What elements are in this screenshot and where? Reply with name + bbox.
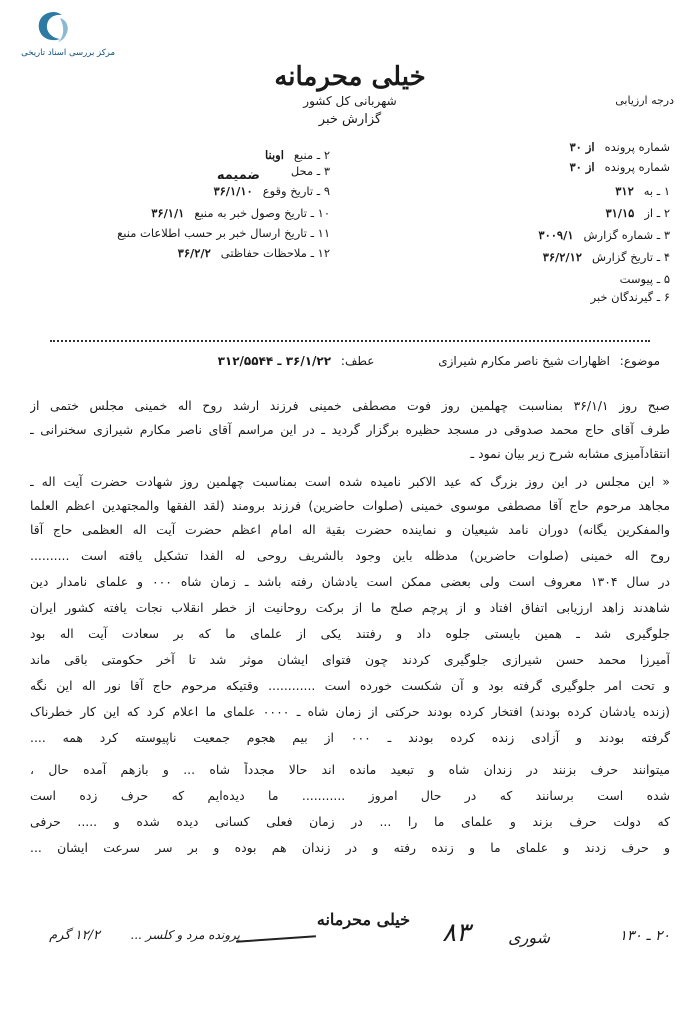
subject-line: [50, 354, 660, 378]
body-line: شاهدند زاهد ارزیابی اتفاق افتاد و از پرچم صلح ما از برکت روحانیت از خطر انقلاب نجات یافته کشور ایران: [30, 600, 670, 615]
handwritten-ref: ۲۰ ـ ۱۳۰: [619, 928, 670, 944]
field-file-no-1: شماره پروندهاز ۳۰: [569, 140, 670, 154]
reference-label: عطف:: [340, 354, 375, 368]
body-line: آمیرزا محمد حسن شیرازی جلوگیری کردند چون فتوای ایشان موثر شد تا آخر حکومتی باقی ماند: [30, 652, 670, 667]
body-line: که دولت حرف بزند و علمای ما را ... در زمان فعلی کسانی دیده شده و ..... حرفی: [30, 814, 670, 829]
body-line: (زنده یادشان کرده بودند) افتخار کرده بودند حرکتی از زمان شاه ـ ۰۰۰۰ علمای ما اعلام کرد که این کار خطرناک: [30, 704, 670, 719]
report-type: گزارش خبر: [318, 112, 382, 127]
body-line: مجاهد مرحوم حاج آقا مصطفی موسوی خمینی (صلوات حاضرین) فرزند برومند (لقد الفقها والمجتهدین اعظم العلما: [30, 498, 670, 513]
body-line: والمفکرین یگانه) دوران نامد شیعیان و نماینده حضرت بقیة اله امام اعظم حضرت آیت اله العظمی حاج آقا: [30, 522, 670, 537]
archive-logo-icon: [34, 10, 74, 44]
field-from: ۲ ـ از۳۱/۱۵: [605, 206, 670, 220]
body-line: و تحت امر جلوگیری گرفته بود و آن شکست خورده است ............ وقتیکه مرحوم حاج آقا نور اله این نگه: [30, 678, 670, 693]
classification-title: خیلی محرمانه: [274, 62, 426, 92]
field-source: ۲ ـ منبعاوبنا: [264, 148, 330, 162]
issuer-label: شهربانی کل کشور: [303, 94, 397, 108]
body-line: « این مجلس در این روز بزرگ که عید الاکبر نامیده شده است بمناسبت چهلمین روز شهادت حضرت آیت اله ـ: [30, 474, 670, 489]
section-divider: [50, 340, 650, 344]
body-line: شده است برسانند که در حال امروز ........... ما دیده‌ایم که حرف زده است: [30, 788, 670, 803]
body-line: صبح روز ۳۶/۱/۱ بمناسبت چهلمین روز فوت مصطفی خمینی فرزند ارشد روح اله خمینی مجلس ختمی از: [30, 398, 670, 413]
subject-label: موضوع:: [619, 354, 660, 368]
field-report-date: ۴ ـ تاریخ گزارش۳۶/۲/۱۲: [542, 250, 670, 264]
classification-stamp: خیلی محرمانه: [316, 910, 410, 929]
body-line: میتوانند حرف بزنند در زندان شاه و تبعید مانده اند حالا مجدداً شاه ... و بازهم آمده حال ،: [30, 762, 670, 777]
handwritten-note: پرونده مرد و کلسر ...: [130, 928, 240, 942]
body-line: و حرف زدند و علمای ما و زنده رفته و در زندان هم بوده و بر سر سرعت ایشان ...: [30, 840, 670, 855]
field-event-date: ۹ ـ تاریخ وقوع۳۶/۱/۱۰: [213, 184, 330, 198]
body-line: گرفته بودند و آزادی زنده کرده بودند ـ ۰۰۰ از بیم هجوم جمعیت ناپیوسته کرد همه ....: [30, 730, 670, 745]
archive-logo-text: مرکز بررسی اسناد تاریخی: [21, 48, 115, 58]
field-attachment: ۵ ـ پیوست: [619, 272, 670, 286]
handwritten-date: ۱۲/۲ گرم: [49, 928, 100, 943]
field-file-no-2: شماره پروندهاز ۳۰: [569, 160, 670, 174]
field-place: ۳ ـ محل: [290, 164, 330, 178]
body-line: انتقادآمیزی مشابه شرح زیر بیان نمود ـ: [470, 446, 670, 461]
field-received-date: ۱۰ ـ تاریخ وصول خبر به منبع۳۶/۱/۱: [151, 206, 330, 220]
body-line: جلوگیری شد ـ همین بایستی جلوه داد و رفتند یکی از علمای ما که بر سعادت آیت اله بود: [30, 626, 670, 641]
left-note: ضمیمه: [216, 168, 260, 183]
handwritten-number: ۸۳: [442, 918, 470, 948]
body-line: در سال ۱۳۰۴ معروف است ولی بعضی ممکن است یادشان رفته باشد ـ زمان شاه ۰۰۰ و علمای نامدار دین: [30, 574, 670, 589]
field-to: ۱ ـ به۳۱۲: [615, 184, 670, 198]
subject-text: اظهارات شیخ ناصر مکارم شیرازی: [438, 354, 610, 368]
field-report-number: ۳ ـ شماره گزارش۳۰۰۹/۱: [538, 228, 670, 242]
archive-logo: [10, 10, 115, 60]
reference-value: ۳۶/۱/۲۲ ـ ۳۱۲/۵۵۴۴: [217, 354, 332, 368]
body-line: روح اله خمینی (صلوات حاضرین) مدظله باین وجود بالشریف روحی له الفدا تشکیل یافته است ..........: [30, 548, 670, 563]
assessment-label: درجه ارزیابی: [615, 94, 674, 107]
signature: شوری: [508, 928, 550, 947]
field-protective-notes: ۱۲ ـ ملاحظات حفاظتی۳۶/۲/۲: [177, 246, 330, 260]
field-sent-date: ۱۱ ـ تاریخ ارسال خبر بر حسب اطلاعات منبع: [117, 226, 330, 240]
body-line: طرف آقای حاج محمد صدوقی در مسجد حظیره برگزار گردید ـ در این مراسم آقای ناصر مکارم شیرازی سخنرانی ـ: [30, 422, 670, 437]
field-recipients: ۶ ـ گیرندگان خبر: [590, 290, 670, 304]
